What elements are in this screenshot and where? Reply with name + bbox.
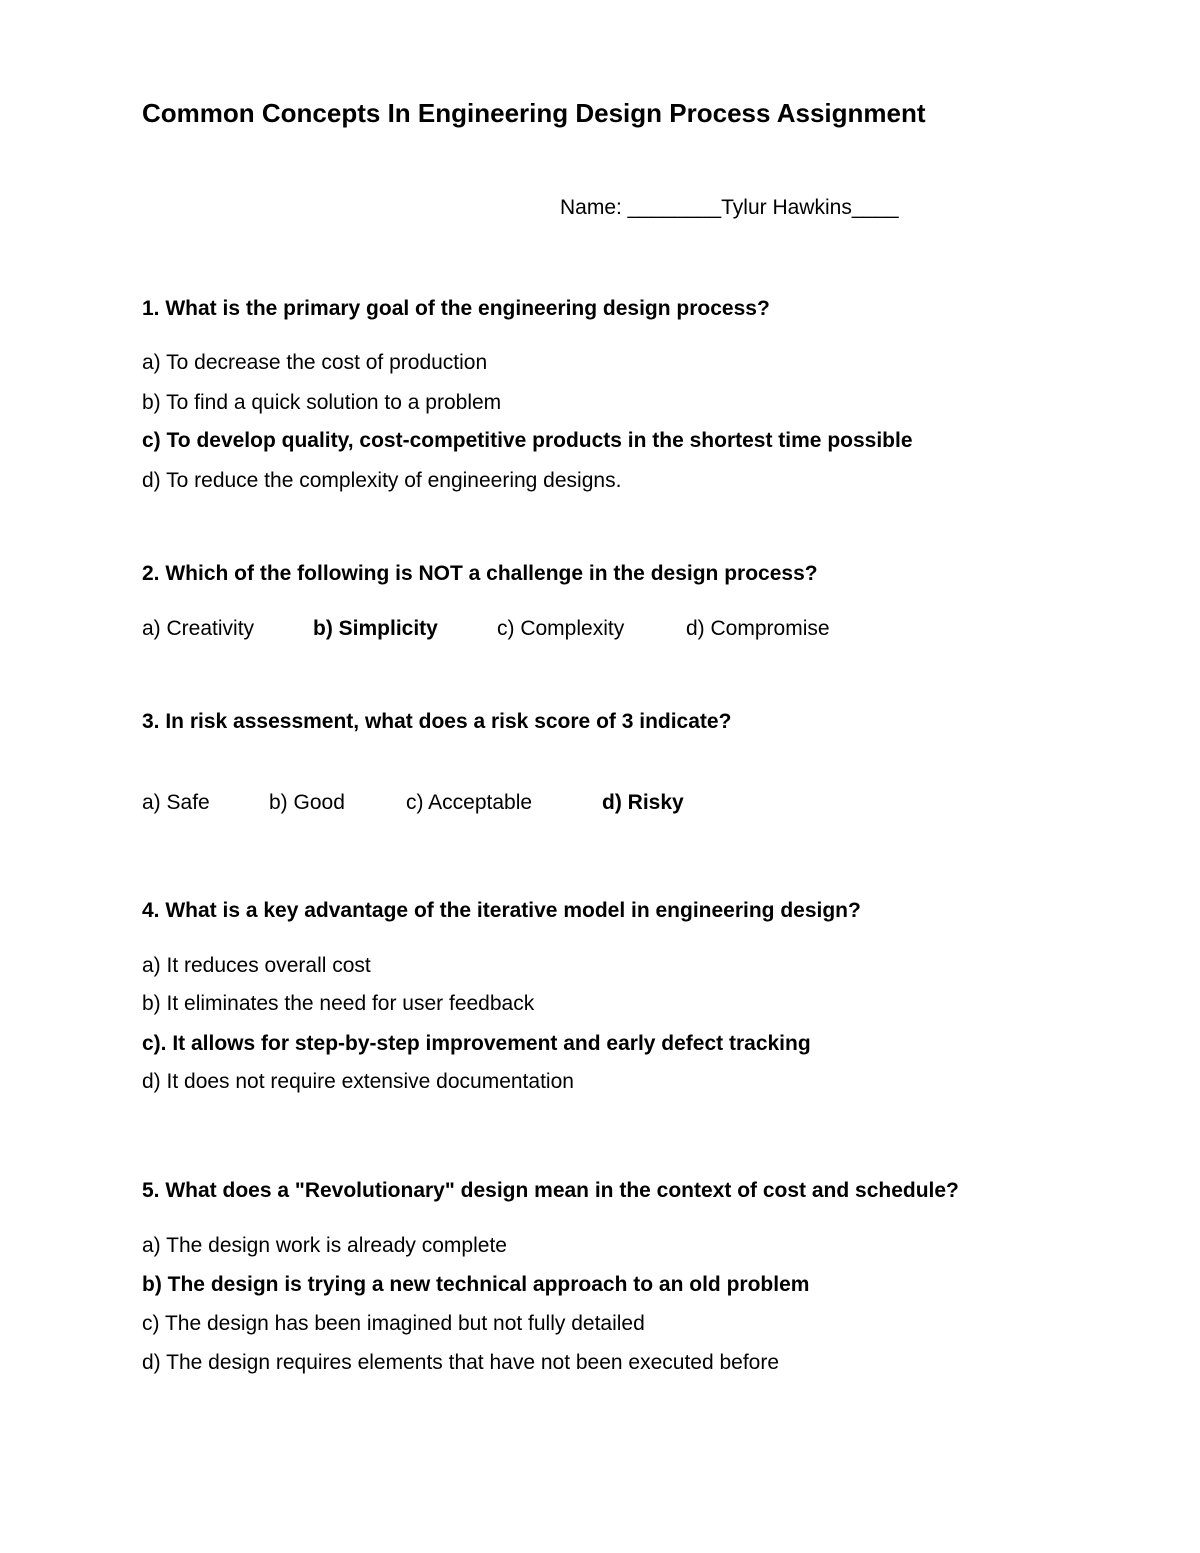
question-5-prompt: 5. What does a "Revolutionary" design mean in the context of cost and schedule? <box>142 1179 959 1202</box>
question-5-option-c: c) The design has been imagined but not fully detailed <box>142 1312 645 1335</box>
question-2-option-d: d) Compromise <box>686 617 830 640</box>
question-2-option-a: a) Creativity <box>142 617 255 640</box>
question-1-option-a: a) To decrease the cost of production <box>142 351 488 374</box>
question-4-option-d: d) It does not require extensive documentation <box>142 1070 574 1093</box>
question-1-option-d: d) To reduce the complexity of engineering designs. <box>142 469 622 492</box>
question-5-option-d: d) The design requires elements that have not been executed before <box>142 1351 780 1374</box>
question-3-option-c: c) Acceptable <box>406 791 533 814</box>
student-name-line: Name: ________Tylur Hawkins____ <box>560 196 899 219</box>
question-5-option-b: b) The design is trying a new technical approach to an old problem <box>142 1273 810 1296</box>
question-3-option-d: d) Risky <box>602 791 684 814</box>
question-3-option-a: a) Safe <box>142 791 210 814</box>
question-2-option-b: b) Simplicity <box>313 617 438 640</box>
question-4-option-c: c). It allows for step-by-step improvement and early defect tracking <box>142 1032 811 1055</box>
question-1-prompt: 1. What is the primary goal of the engineering design process? <box>142 297 770 320</box>
question-1-option-b: b) To find a quick solution to a problem <box>142 391 502 414</box>
question-4-prompt: 4. What is a key advantage of the iterative model in engineering design? <box>142 899 861 922</box>
question-4-option-a: a) It reduces overall cost <box>142 954 371 977</box>
question-2-option-c: c) Complexity <box>497 617 625 640</box>
question-4-option-b: b) It eliminates the need for user feedback <box>142 992 535 1015</box>
question-5-option-a: a) The design work is already complete <box>142 1234 507 1257</box>
question-1-option-c: c) To develop quality, cost-competitive products in the shortest time possible <box>142 429 913 452</box>
question-2-prompt: 2. Which of the following is NOT a challenge in the design process? <box>142 562 818 585</box>
question-3-prompt: 3. In risk assessment, what does a risk score of 3 indicate? <box>142 710 732 733</box>
question-3-option-b: b) Good <box>269 791 345 814</box>
document-title: Common Concepts In Engineering Design Process Assignment <box>142 98 926 128</box>
